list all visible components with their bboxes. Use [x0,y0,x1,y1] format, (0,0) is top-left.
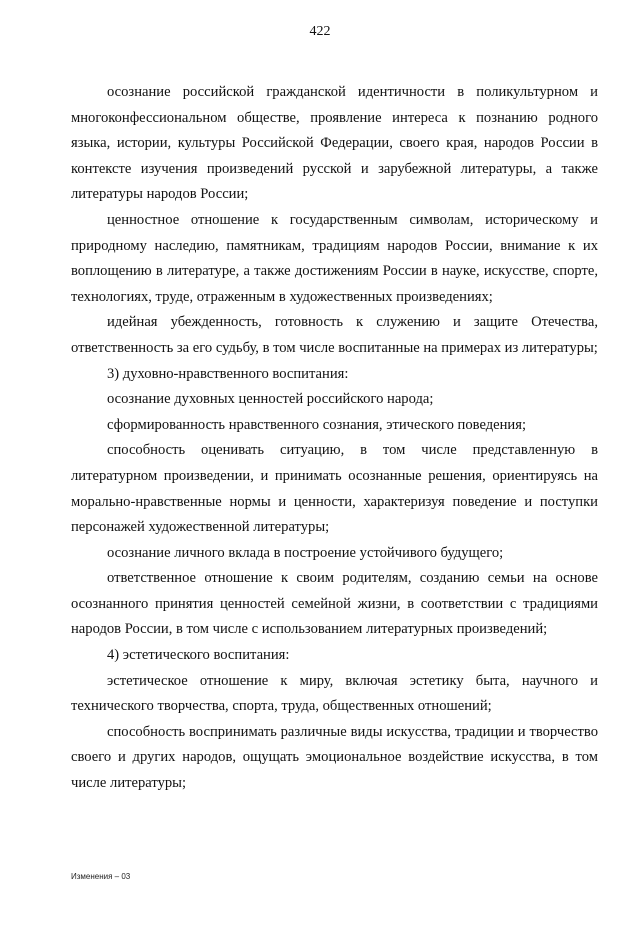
paragraph: 4) эстетического воспитания: [107,647,290,664]
paragraph: идейная убежденность, готовность к служению и защите Отечества, ответственность за его судьбу, в том числе воспитанные на примерах из литературы; [71,314,598,356]
paragraph: осознание личного вклада в построение устойчивого будущего; [107,544,504,561]
paragraph: осознание российской гражданской идентичности в поликультурном и многоконфессиональном обществе, проявление интереса к познанию родного языка, истории, культуры Российской Федерации, своего края, народов России в контексте изучения произведений русской и зарубежной литературы, а также литературы народов России; [71,84,598,203]
paragraph: ответственное отношение к своим родителям, созданию семьи на основе осознанного принятия ценностей семейной жизни, в соответствии с традициями народов России, в том числе с использованием литературных произведений; [71,570,598,638]
page-number: 422 [309,24,331,39]
paragraph: 3) духовно-нравственного воспитания: [107,365,349,382]
paragraph: осознание духовных ценностей российского народа; [107,391,434,408]
paragraph: способность оценивать ситуацию, в том числе представленную в литературном произведении, и принимать осознанные решения, ориентируясь на морально-нравственные нормы и ценности, характеризуя поведение и поступки персонажей художественной литературы; [71,442,598,536]
paragraph: эстетическое отношение к миру, включая эстетику быта, научного и технического творчества, спорта, труда, общественных отношений; [71,672,598,715]
document-body [71,80,598,797]
paragraph: ценностное отношение к государственным символам, историческому и природному наследию, памятникам, традициям народов России, внимание к их воплощению в литературе, а также достижениям России в науке, искусстве, спорте, технологиях, труде, отраженным в художественных произведениях; [71,211,598,305]
footer-revision-note: Изменения – 03 [71,872,131,881]
paragraph: способность воспринимать различные виды искусства, традиции и творчество своего и других народов, ощущать эмоциональное воздействие искусства, в том числе литературы; [71,723,598,792]
paragraph: сформированность нравственного сознания, этического поведения; [107,416,527,433]
